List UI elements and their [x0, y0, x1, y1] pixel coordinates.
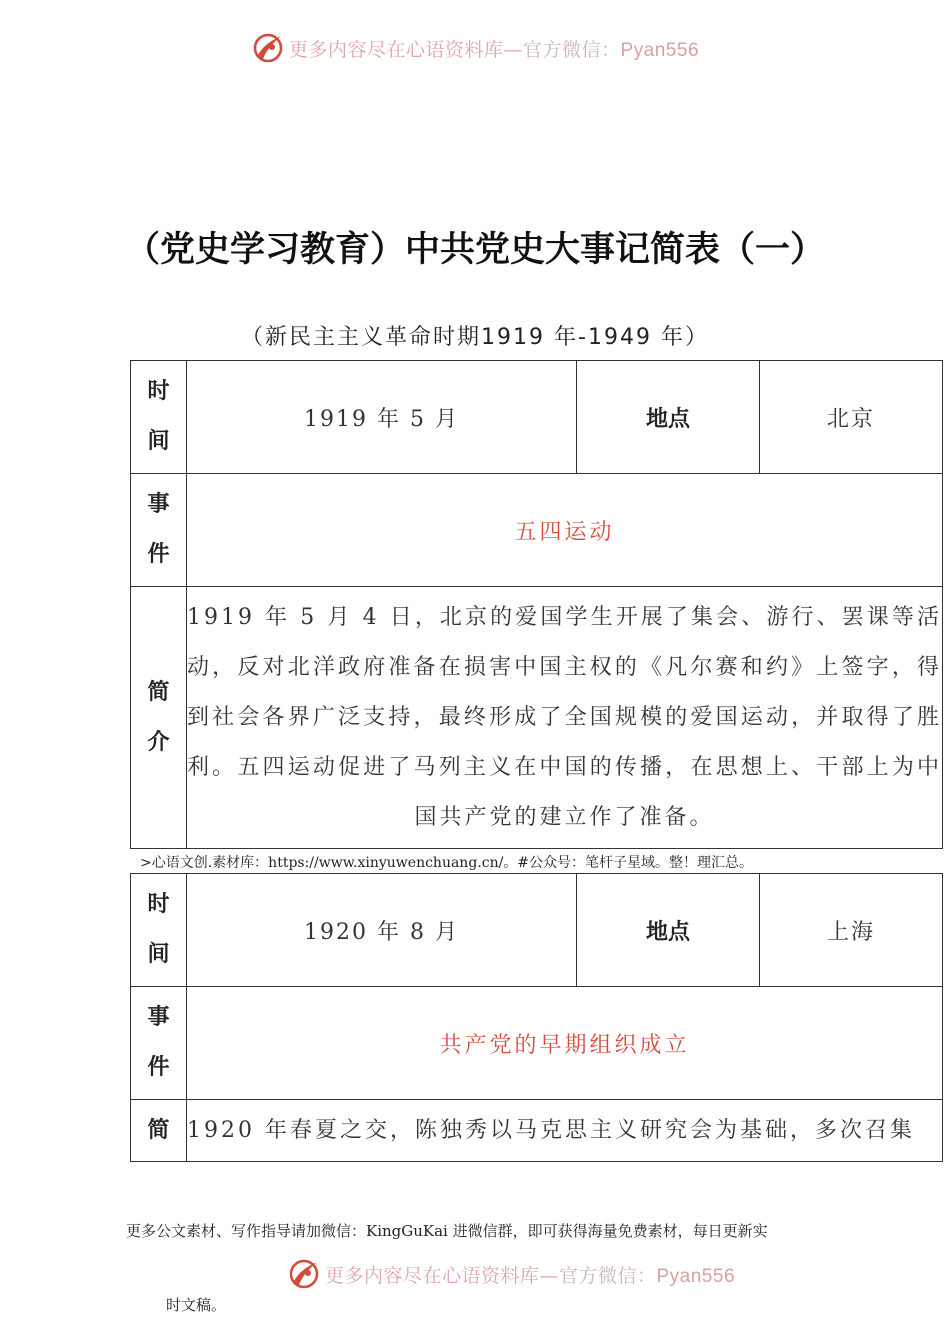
- time-label: 时 间: [131, 874, 187, 987]
- watermark-text: 更多内容尽在心语资料库—官方微信：Pyan556: [324, 1264, 736, 1287]
- time-value: 1920 年 8 月: [187, 874, 577, 987]
- time-row: [131, 874, 943, 987]
- page-title: （党史学习教育）中共党史大事记简表（一）: [124, 230, 825, 270]
- intro-label: 简: [131, 1100, 187, 1162]
- event-table-2: [130, 873, 943, 1162]
- intro-label: 简 介: [131, 587, 187, 849]
- intro-row: [131, 587, 943, 849]
- intro-text: 1920 年春夏之交，陈独秀以马克思主义研究会为基础，多次召集: [187, 1100, 943, 1162]
- intro-text: 1919 年 5 月 4 日，北京的爱国学生开展了集会、游行、罢课等活动，反对北洋政府准备在损害中国主权的《凡尔赛和约》上签字，得到社会各界广泛支持，最终形成了全国规模的爱国运动，并取得了胜利。五四运动促进了马列主义在中国的传播，在思想上、干部上为中国共产党的建立作了准备。: [187, 587, 943, 849]
- event-value: 五四运动: [187, 474, 943, 587]
- place-value: 上海: [760, 874, 943, 987]
- place-label: 地点: [577, 361, 760, 474]
- time-row: [131, 361, 943, 474]
- event-label: 事 件: [131, 987, 187, 1100]
- page-subtitle: （新民主主义革命时期1919 年-1949 年）: [241, 325, 709, 350]
- place-value: 北京: [760, 361, 943, 474]
- event-value: 共产党的早期组织成立: [187, 987, 943, 1100]
- event-row: [131, 987, 943, 1100]
- footer-line-1: 更多公文素材、写作指导请加微信：KingGuKai 进微信群，即可获得海量免费素材，每日更新实: [126, 1222, 768, 1240]
- intro-row: [131, 1100, 943, 1162]
- footer-line-2: 时文稿。: [166, 1296, 227, 1314]
- time-value: 1919 年 5 月: [187, 361, 577, 474]
- source-note: >心语文创.素材库：https://www.xinyuwenchuang.cn/。#公众号：笔杆子星域。整！理汇总。: [140, 855, 754, 871]
- event-label: 事 件: [131, 474, 187, 587]
- watermark-logo-icon: [251, 31, 285, 65]
- watermark-logo-icon: [287, 1257, 321, 1291]
- watermark-top: [0, 28, 950, 68]
- watermark-bottom: [36, 1254, 950, 1294]
- time-label: 时 间: [131, 361, 187, 474]
- place-label: 地点: [577, 874, 760, 987]
- event-row: [131, 474, 943, 587]
- event-table-1: [130, 360, 943, 849]
- watermark-text: 更多内容尽在心语资料库—官方微信：Pyan556: [288, 38, 700, 61]
